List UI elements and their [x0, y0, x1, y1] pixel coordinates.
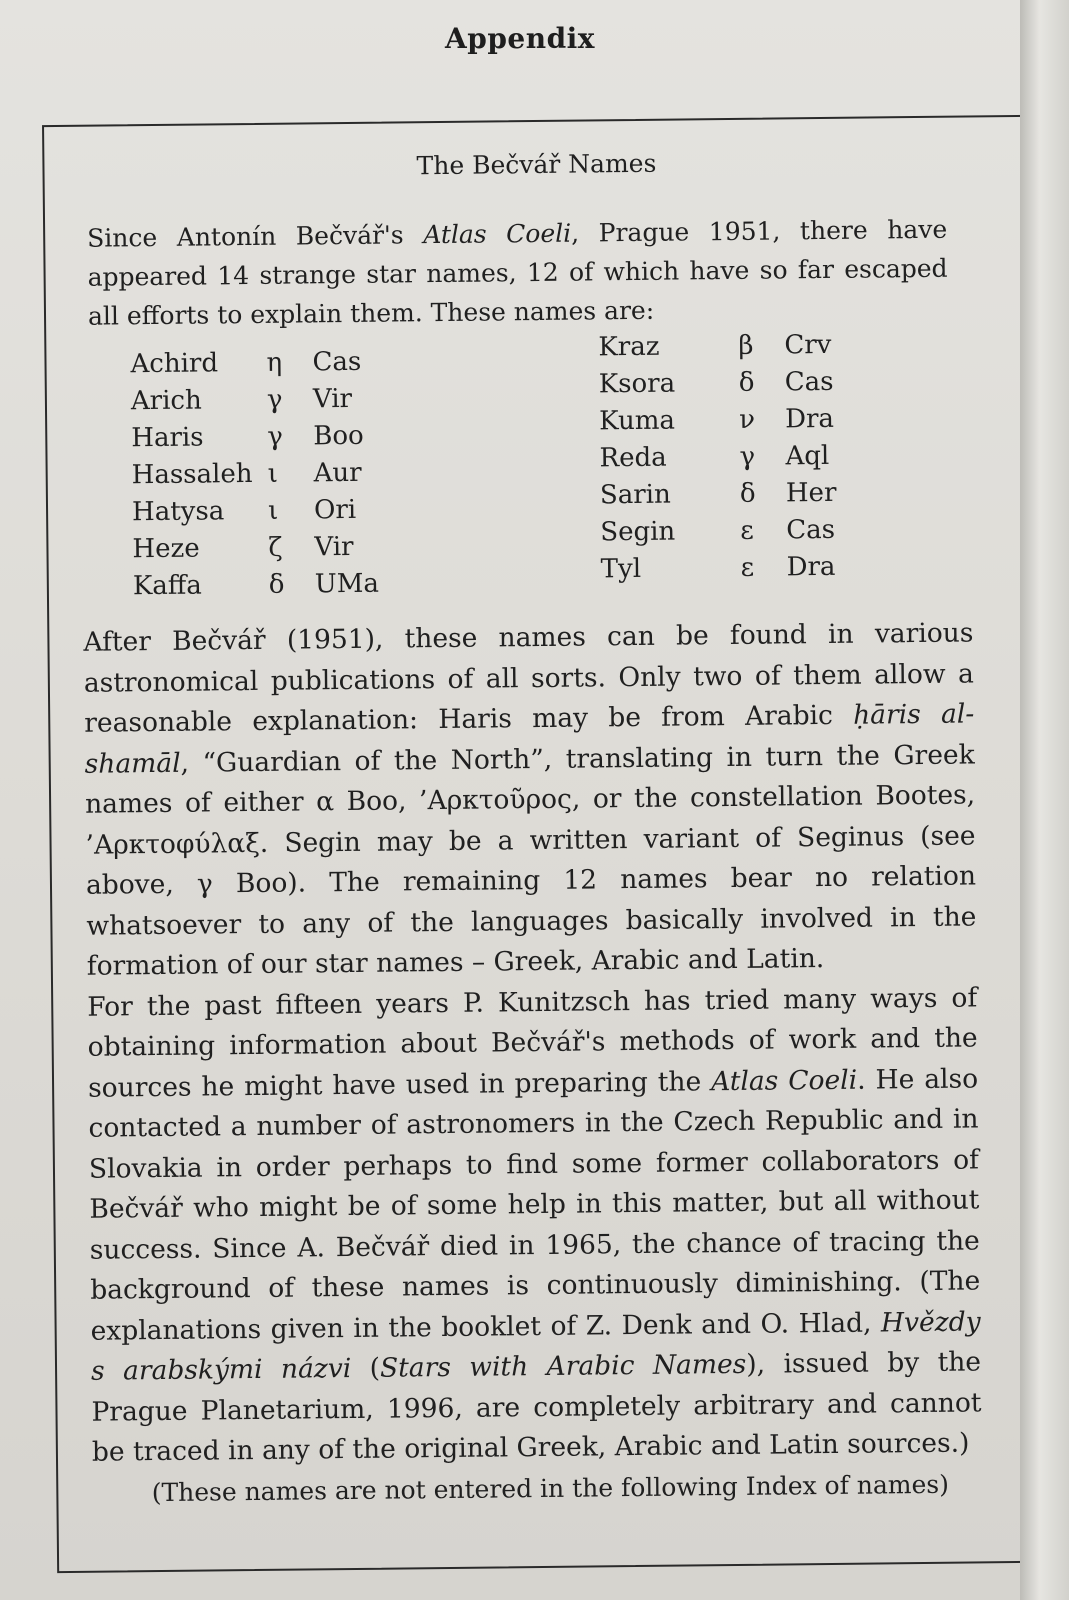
names-list-left [130, 343, 405, 605]
constellation: Dra [784, 403, 835, 435]
name-row [133, 565, 405, 605]
name-row [130, 343, 402, 383]
name-row [601, 548, 877, 588]
name-row [132, 454, 404, 494]
greek-letter: ε [740, 515, 754, 546]
name-row [600, 511, 876, 551]
para2-italic-english-title: Stars with Arabic Names [379, 1348, 747, 1384]
constellation: Aql [785, 440, 830, 472]
greek-letter: δ [738, 367, 755, 398]
index-note: (These names are not entered in the following Index of names) [151, 1469, 950, 1508]
greek-letter: ε [740, 552, 755, 583]
intro-paragraph [87, 210, 948, 336]
constellation: Cas [312, 346, 362, 378]
constellation: Cas [786, 514, 836, 546]
name-row [599, 437, 875, 477]
page-edge [1020, 0, 1069, 1600]
constellation: Vir [312, 383, 353, 415]
greek-letter: η [266, 347, 283, 378]
paragraph-1 [83, 613, 977, 987]
greek-letter: ι [267, 495, 279, 526]
greek-letter: δ [268, 569, 285, 600]
constellation: Cas [784, 366, 834, 398]
para2-italic-atlas: Atlas Coeli [710, 1064, 858, 1097]
star-name: Hatysa [131, 496, 225, 528]
intro-italic-title: Atlas Coeli [423, 218, 572, 250]
star-name: Kuma [599, 405, 676, 437]
star-name: Tyl [600, 553, 642, 585]
para2-text-b: . He also contacted a number of astronomers in the Czech Republic and in Slovakia in order perhaps to find some former collaborators of Bečvář who might be of some help in this matter, but all without success. Since A. Bečvář died in 1965, the chance of tracing the background of these names is continuously diminishing. (The explanations given in the booklet of Z. Denk and O. Hlad, [88, 1062, 981, 1347]
name-row [131, 380, 403, 420]
star-name: Arich [130, 385, 202, 417]
name-row [599, 400, 875, 440]
intro-text-b: , Prague 1951, there have appeared 14 strange star names, 12 of which have so far escaped all efforts to explain them. These names are: [87, 214, 948, 331]
paragraph-2 [87, 978, 982, 1473]
para1-italic-arabic: ḥāris al-shamāl [84, 698, 975, 780]
star-name: Reda [599, 442, 667, 474]
greek-letter: ζ [268, 532, 283, 563]
name-row [600, 474, 876, 514]
greek-letter: γ [266, 384, 283, 415]
body-text [83, 613, 982, 1473]
greek-letter: β [738, 330, 754, 361]
name-row [132, 528, 404, 568]
greek-letter: γ [267, 421, 284, 452]
constellation: Her [785, 477, 837, 509]
para1-text-b: , “Guardian of the North”, translating in turn the Greek names of either α Boo, ’Αρκτοῦρος, or the constellation Bootes, ’Αρκτοφύλαξ. Segin may be a written variant of Seginus (see above, γ Boo). The remaining 12 names bear no relation whatsoever to any of the languages basically involved in the formation of our star names – Greek, Arabic and Latin. [84, 738, 977, 982]
box-title: The Bečvář Names [416, 148, 657, 181]
name-row [598, 326, 874, 366]
star-name: Kraz [598, 331, 660, 363]
constellation: Crv [784, 329, 832, 361]
para2-text-c: ( [351, 1352, 381, 1385]
greek-letter: γ [739, 441, 756, 472]
names-list-right [598, 326, 877, 588]
star-name: Segin [600, 516, 676, 548]
para2-italic-czech-title: Hvězdy s arabskými názvi [90, 1305, 981, 1387]
constellation: Aur [313, 457, 362, 489]
star-name: Ksora [598, 368, 676, 400]
name-row [132, 491, 404, 531]
star-name: Sarin [599, 479, 671, 511]
star-name: Hassaleh [131, 458, 253, 491]
name-row [599, 363, 875, 403]
star-name: Heze [132, 533, 200, 565]
star-name: Achird [130, 348, 219, 380]
running-head: Appendix [445, 22, 595, 55]
constellation: Dra [786, 551, 836, 583]
name-row [131, 417, 403, 457]
para2-text-d: ), issued by the Prague Planetarium, 1996, are completely arbitrary and cannot be traced in any of the original Greek, Arabic and Latin sources.) [91, 1346, 982, 1468]
constellation: Ori [313, 494, 357, 526]
intro-text-a: Since Antonín Bečvář's [87, 220, 424, 253]
star-name: Kaffa [132, 570, 202, 602]
constellation: Vir [314, 531, 354, 563]
greek-letter: δ [739, 478, 756, 509]
constellation: Boo [313, 420, 364, 452]
para1-text-a: After Bečvář (1951), these names can be found in various astronomical publications of all sorts. Only two of them allow a reasonable explanation: Haris may be from Arabic [83, 617, 974, 739]
para2-text-a: For the past fifteen years P. Kunitzsch has tried many ways of obtaining information about Bečvář's methods of work and the sources he might have used in preparing the [87, 981, 978, 1104]
star-name: Haris [131, 422, 204, 454]
greek-letter: ν [738, 404, 756, 435]
constellation: UMa [314, 568, 380, 600]
appendix-box [42, 115, 1045, 1573]
greek-letter: ι [267, 458, 279, 489]
